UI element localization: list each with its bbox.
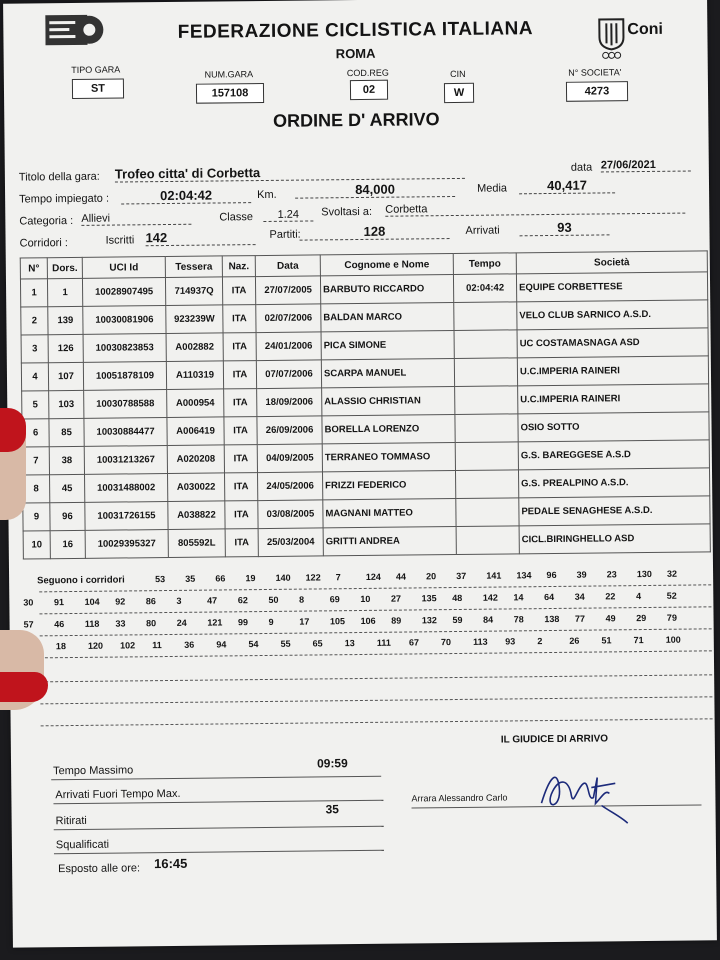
- cell-position: 9: [23, 503, 50, 531]
- cell-time: [455, 442, 518, 471]
- col-header-time: Tempo: [453, 253, 516, 275]
- cell-rider-name: ALASSIO CHRISTIAN: [322, 387, 455, 416]
- following-rider-bib: 106: [360, 615, 376, 627]
- cell-time: [454, 358, 517, 387]
- cell-bib: 126: [48, 334, 83, 362]
- cell-card: A030022: [168, 473, 225, 502]
- cell-rider-name: GRITTI ANDREA: [323, 526, 456, 555]
- following-rider-bib: 57: [23, 619, 34, 630]
- following-rider-bib: 67: [408, 637, 419, 648]
- col-header-date: Data: [255, 255, 320, 277]
- cell-birth-date: 02/07/2006: [256, 304, 321, 333]
- box-label-cin: CIN: [450, 68, 466, 80]
- cell-card: A006419: [167, 417, 224, 446]
- riders-enrolled: 142: [145, 229, 255, 246]
- cell-position: 6: [22, 419, 49, 447]
- following-rider-bib: 52: [666, 590, 677, 601]
- started-label: Partiti:: [269, 228, 301, 241]
- cell-team: PEDALE SENAGHESE A.S.D.: [519, 496, 710, 526]
- cell-bib: 16: [50, 530, 85, 558]
- following-rider-bib: 65: [312, 638, 323, 649]
- cell-uci-id: 10030788588: [84, 390, 167, 419]
- cell-uci-id: 10030884477: [84, 418, 167, 447]
- following-rider-bib: 91: [53, 597, 65, 608]
- following-rider-bib: 89: [391, 615, 402, 626]
- judge-label: IL GIUDICE DI ARRIVO: [500, 733, 609, 746]
- following-rider-bib: 33: [115, 618, 126, 629]
- results-body: [20, 272, 710, 559]
- venue-label: Svoltasi a:: [321, 205, 373, 219]
- cell-nation: ITA: [225, 529, 258, 557]
- cell-birth-date: 07/07/2006: [256, 360, 321, 389]
- race-venue: Corbetta: [385, 201, 685, 217]
- cell-nation: ITA: [224, 417, 257, 445]
- cell-birth-date: 24/01/2006: [256, 332, 321, 361]
- following-rider-bib: 19: [245, 573, 256, 584]
- following-rider-bib: 22: [605, 591, 616, 602]
- category-label: Categoria :: [19, 214, 74, 228]
- following-rider-bib: 29: [636, 613, 647, 624]
- following-rider-bib: 8: [298, 594, 305, 605]
- disqualified-label: Squalificati: [55, 838, 110, 852]
- riders-started: 128: [299, 223, 449, 241]
- following-rider-bib: 104: [84, 596, 100, 607]
- cell-rider-name: PICA SIMONE: [321, 331, 454, 360]
- society-number-box: 4273: [566, 81, 628, 102]
- cell-position: 8: [23, 475, 50, 503]
- following-rider-bib: 111: [376, 637, 391, 648]
- following-rider-bib: 27: [390, 593, 402, 604]
- cell-card: A002882: [166, 333, 223, 362]
- cell-uci-id: 10030823853: [83, 334, 166, 363]
- results-sheet: [3, 0, 717, 948]
- cell-team: CICL.BIRINGHELLO ASD: [519, 524, 710, 554]
- following-rider-bib: 122: [305, 572, 321, 583]
- document-title: ORDINE D' ARRIVO: [272, 109, 440, 131]
- following-rider-bib: 36: [184, 639, 195, 650]
- cell-position: 7: [22, 447, 49, 475]
- following-rider-bib: 30: [23, 597, 34, 608]
- following-rider-bib: 92: [115, 596, 126, 607]
- following-rider-bib: 26: [569, 635, 580, 646]
- cell-uci-id: 10029395327: [85, 530, 168, 559]
- avg-label: Media: [476, 182, 508, 195]
- following-rider-bib: 55: [280, 638, 291, 649]
- cell-bib: 139: [48, 306, 83, 334]
- following-rider-bib: 84: [483, 614, 494, 625]
- coni-logo: [597, 15, 687, 62]
- riders-label: Corridori :: [19, 237, 68, 250]
- race-number-box: 157108: [196, 83, 264, 104]
- box-label-region: COD.REG: [346, 67, 389, 79]
- following-rider-bib: 49: [605, 613, 616, 624]
- race-type-box: ST: [72, 78, 124, 99]
- following-rider-bib: 46: [54, 619, 65, 630]
- following-rider-bib: 59: [452, 614, 463, 626]
- cell-rider-name: SCARPA MANUEL: [321, 359, 454, 388]
- following-rider-bib: 64: [544, 591, 555, 603]
- following-rider-bib: 78: [513, 614, 524, 625]
- posted-label: Esposto alle ore:: [58, 862, 141, 876]
- following-rider-bib: 14: [513, 592, 524, 603]
- max-time-value: 09:59: [316, 756, 348, 771]
- following-rider-bib: 120: [87, 640, 104, 651]
- title-label: Titolo della gara:: [18, 170, 100, 184]
- following-rider-bib: 3: [176, 595, 182, 606]
- cell-time: 02:04:42: [453, 274, 516, 303]
- cell-uci-id: 10031213267: [84, 446, 167, 475]
- following-rider-bib: 34: [574, 591, 585, 602]
- cell-team: G.S. BAREGGESE A.S.D: [518, 440, 709, 470]
- cin-box: W: [444, 83, 474, 103]
- following-rider-bib: 121: [207, 617, 223, 628]
- following-rider-bib: 135: [421, 593, 437, 604]
- cell-time: [454, 302, 517, 331]
- following-rider-bib: 124: [365, 571, 381, 582]
- race-class: 1.24: [263, 208, 313, 222]
- following-rider-bib: 66: [215, 573, 226, 584]
- cell-birth-date: 25/03/2004: [258, 528, 323, 557]
- following-rider-bib: 24: [176, 617, 187, 628]
- cell-rider-name: MAGNANI MATTEO: [323, 498, 456, 527]
- race-average: 40,417: [519, 177, 615, 194]
- cell-card: 923239W: [166, 305, 223, 334]
- cell-team: U.C.IMPERIA RAINERI: [518, 384, 709, 414]
- cell-birth-date: 26/09/2006: [257, 416, 322, 445]
- class-label: Classe: [219, 211, 254, 224]
- col-header-team: Società: [516, 251, 707, 274]
- arrived-label: Arrivati: [465, 224, 500, 237]
- following-rider-bib: 35: [185, 573, 196, 584]
- cell-team: VELO CLUB SARNICO A.S.D.: [517, 300, 708, 330]
- max-time-label: Tempo Massimo: [53, 764, 134, 778]
- box-label-type: TIPO GARA: [71, 64, 121, 76]
- following-rider-bib: 17: [299, 616, 310, 627]
- time-label: Tempo impiegato :: [19, 192, 110, 206]
- cell-rider-name: TERRANEO TOMMASO: [322, 443, 455, 472]
- col-header-nation: Naz.: [222, 256, 255, 277]
- cell-uci-id: 10030081906: [83, 306, 166, 335]
- cell-rider-name: BARBUTO RICCARDO: [320, 275, 453, 304]
- out-time-label: Arrivati Fuori Tempo Max.: [55, 787, 181, 802]
- federation-city: ROMA: [335, 45, 376, 62]
- following-rider-bib: 18: [55, 641, 66, 652]
- following-rider-bib: 96: [546, 569, 557, 581]
- cell-birth-date: 04/09/2005: [257, 444, 322, 473]
- cell-bib: 45: [50, 474, 85, 502]
- cell-nation: ITA: [223, 305, 256, 333]
- following-rider-bib: 71: [633, 635, 644, 646]
- following-rider-bib: 4: [635, 591, 642, 602]
- following-rider-bib: 7: [335, 572, 341, 583]
- cell-team: OSIO SOTTO: [518, 412, 709, 442]
- cell-position: 3: [21, 335, 48, 363]
- cell-birth-date: 27/07/2005: [255, 276, 320, 305]
- cell-nation: ITA: [224, 389, 257, 417]
- box-label-society: N° SOCIETA': [568, 67, 622, 78]
- cell-rider-name: BALDAN MARCO: [321, 303, 454, 332]
- following-rider-bib: 79: [666, 612, 677, 623]
- following-rider-bib: 100: [665, 634, 681, 645]
- enrolled-label: Iscritti: [105, 234, 135, 247]
- following-rider-bib: 130: [636, 568, 652, 580]
- col-header-position: N°: [20, 258, 47, 279]
- cell-bib: 38: [49, 446, 84, 474]
- judge-signature: [531, 757, 642, 828]
- following-rider-bib: 39: [576, 569, 587, 580]
- following-rider-bib: 69: [329, 594, 340, 605]
- col-header-card: Tessera: [165, 256, 222, 278]
- following-rider-bib: 93: [505, 636, 516, 647]
- cell-card: A110319: [166, 361, 223, 390]
- cell-time: [455, 386, 518, 415]
- following-rider-bib: 132: [421, 615, 437, 626]
- cell-team: EQUIPE CORBETTESE: [516, 272, 707, 302]
- col-header-bib: Dors.: [47, 257, 82, 278]
- cell-card: A038822: [168, 501, 225, 530]
- cell-nation: ITA: [222, 277, 255, 305]
- date-label: data: [570, 161, 593, 174]
- region-code-box: 02: [350, 80, 388, 100]
- following-rider-bib: 134: [516, 570, 532, 581]
- cell-time: [456, 526, 519, 555]
- following-rider-bib: 105: [329, 616, 346, 627]
- cell-bib: 1: [47, 278, 82, 306]
- following-rider-bib: 10: [360, 593, 371, 605]
- cell-team: U.C.IMPERIA RAINERI: [517, 356, 708, 386]
- following-rider-bib: 113: [473, 636, 488, 647]
- cell-uci-id: 10031488002: [85, 474, 168, 503]
- following-rider-bib: 62: [237, 595, 248, 606]
- results-table: [20, 250, 711, 559]
- cell-bib: 85: [49, 418, 84, 446]
- box-label-number: NUM.GARA: [204, 69, 254, 80]
- following-rider-bib: 44: [395, 571, 407, 582]
- cell-nation: ITA: [224, 445, 257, 473]
- cell-time: [455, 414, 518, 443]
- col-header-uci: UCI Id: [82, 257, 165, 279]
- race-km: 84,000: [295, 181, 455, 199]
- cell-team: G.S. PREALPINO A.S.D.: [518, 468, 709, 498]
- cell-time: [456, 498, 519, 527]
- cell-card: 805592L: [168, 529, 225, 558]
- cell-uci-id: 10028907495: [82, 278, 165, 307]
- col-header-name: Cognome e Nome: [320, 254, 453, 276]
- following-rider-bib: 11: [152, 640, 162, 651]
- km-label: Km.: [257, 188, 277, 202]
- following-rider-bib: 99: [237, 617, 249, 628]
- race-time: 02:04:42: [121, 187, 251, 204]
- cell-bib: 103: [49, 390, 84, 418]
- following-rider-bib: 141: [486, 570, 502, 581]
- following-rider-bib: 77: [574, 613, 586, 624]
- retired-label: Ritirati: [55, 814, 87, 828]
- cell-card: A020208: [167, 445, 224, 474]
- cell-time: [454, 330, 517, 359]
- following-rider-bib: 50: [268, 594, 279, 605]
- riders-arrived: 93: [519, 219, 609, 236]
- cell-team: UC COSTAMASNAGA ASD: [517, 328, 708, 358]
- following-rider-bib: 53: [155, 574, 166, 585]
- following-rider-bib: 138: [544, 613, 560, 625]
- cell-nation: ITA: [223, 361, 256, 389]
- cell-nation: ITA: [223, 333, 256, 361]
- footer-line: [54, 826, 384, 830]
- following-rider-bib: 102: [120, 640, 136, 651]
- cell-nation: ITA: [225, 473, 258, 501]
- following-rider-bib: 54: [248, 639, 259, 650]
- judge-name: Arrara Alessandro Carlo: [411, 792, 508, 804]
- following-rider-bib: 9: [268, 616, 274, 627]
- following-rider-bib: 140: [275, 572, 291, 583]
- cell-position: 4: [21, 363, 48, 391]
- following-rider-bib: 47: [207, 595, 218, 606]
- following-rider-bib: 37: [456, 570, 467, 581]
- following-rider-bib: 86: [145, 596, 156, 607]
- coni-label: Coni: [627, 20, 664, 39]
- cell-bib: 107: [48, 362, 83, 390]
- cell-birth-date: 18/09/2006: [257, 388, 322, 417]
- cell-card: 714937Q: [165, 277, 222, 306]
- following-label: Seguono i corridori: [37, 574, 125, 587]
- following-rider-bib: 2: [537, 636, 543, 647]
- posted-time: 16:45: [154, 855, 188, 872]
- following-rider-bib: 51: [601, 635, 612, 646]
- cell-rider-name: FRIZZI FEDERICO: [322, 470, 455, 499]
- table-row: [23, 524, 710, 559]
- cell-birth-date: 24/05/2006: [258, 472, 323, 501]
- cell-bib: 96: [50, 502, 85, 530]
- following-rider-bib: 48: [452, 592, 463, 604]
- cell-uci-id: 10051878109: [83, 362, 166, 391]
- following-rider-bib: 20: [426, 571, 437, 582]
- following-rider-bib: 70: [440, 637, 452, 648]
- cell-card: A000954: [167, 389, 224, 418]
- ruled-line: [40, 700, 712, 726]
- cell-position: 1: [20, 279, 47, 307]
- following-rider-bib: 142: [482, 592, 498, 603]
- race-category: Allievi: [81, 212, 191, 226]
- federation-title: FEDERAZIONE CICLISTICA ITALIANA: [177, 18, 534, 43]
- coni-emblem-icon: [597, 15, 625, 59]
- cell-rider-name: BORELLA LORENZO: [322, 415, 455, 444]
- cell-time: [455, 470, 518, 499]
- race-title: Trofeo citta' di Corbetta: [115, 163, 465, 183]
- cell-nation: ITA: [225, 501, 258, 529]
- following-rider-bib: 13: [344, 638, 355, 649]
- cell-position: 5: [22, 391, 49, 419]
- following-rider-bib: 118: [84, 618, 100, 629]
- cell-birth-date: 03/08/2005: [258, 500, 323, 529]
- cell-position: 2: [21, 307, 48, 335]
- race-date: 27/06/2021: [601, 159, 691, 173]
- cell-uci-id: 10031726155: [85, 502, 168, 531]
- retired-value: 35: [325, 802, 339, 817]
- following-rider-bib: 32: [666, 568, 678, 579]
- following-rider-bib: 80: [146, 618, 157, 629]
- cell-position: 10: [23, 531, 50, 559]
- fingernail-lower: [0, 672, 48, 702]
- following-rider-bib: 94: [216, 639, 227, 650]
- following-rider-bib: 23: [606, 569, 617, 580]
